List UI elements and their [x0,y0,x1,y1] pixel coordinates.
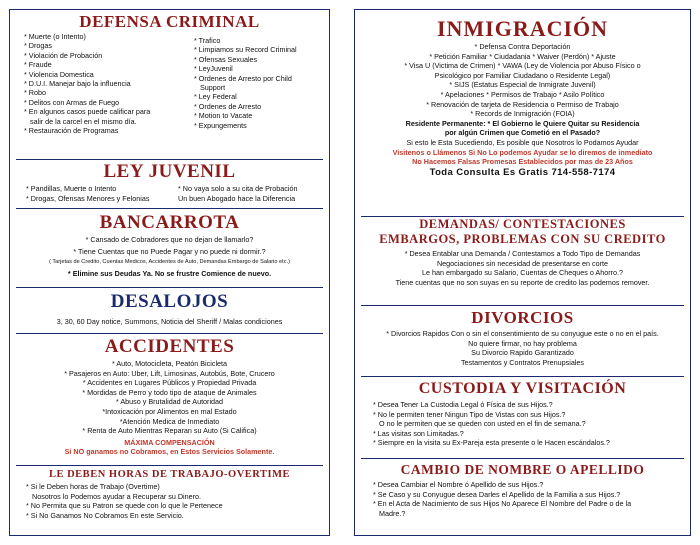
custodia-title: CUSTODIA Y VISITACIÓN [418,380,627,397]
defensa-item: * Expungements [194,120,247,130]
juvenil-item: * No vaya solo a su cita de Probación [178,184,298,193]
defensa-list-left [24,32,150,135]
section-divorcios [355,307,690,375]
demandas-list [355,249,690,287]
juvenil-title: LEY JUVENIL [103,161,236,182]
section-accidentes [10,335,329,465]
defensa-title: DEFENSA CRIMINAL [79,12,260,31]
accidentes-item: * Accidentes en Lugares Públicos y Propiedad Privada [82,378,257,388]
inmigracion-item: Si esto le Esta Sucediendo, Es posible que Nosotros lo Podamos Ayudar [406,137,639,147]
section-cambio-nombre [355,460,690,534]
inmigracion-item: * Apelaciones * Permisos de Trabajo * Asilo Político [440,89,605,99]
custodia-item: * Las visitas son Limitadas.? [373,428,464,438]
custodia-item: * Desea Tener La Custodia Legal ó Física de sus Hijos.? [373,400,553,409]
defensa-item: * Motion to Vacate [194,111,253,121]
defensa-item: * D.U.I. Manejar bajo la influencia [24,79,131,89]
divorcios-item: * Divorcios Rapidos Con o sin el consentimiento de su conyugue este o no en el país. [386,329,659,338]
overtime-list [10,482,329,520]
defensa-item: Support [200,83,226,93]
bancarrota-line: * Cansado de Cobradores que no dejan de llamarlo? [85,235,254,244]
defensa-item: * Delitos con Armas de Fuego [24,97,120,107]
custodia-item: * No le permiten tener Ningun Tipo de Vistas con sus Hijos.? [373,409,566,419]
inmigracion-item: * Visa U (Victima de Crimen) * VAWA (Ley de Violencia por Abuso Físico o [404,61,641,71]
accidentes-item: *Atención Medica de Inmediato [119,416,220,426]
desalojos-line: 3, 30, 60 Day notice, Summons, Noticia del Sheriff / Malas condiciones [56,317,283,326]
section-ley-juvenil [10,160,329,210]
bancarrota-title: BANCARROTA [99,212,240,233]
nombre-item: * Desea Cambiar el Nombre ó Apellido de sus Hijos.? [373,480,544,489]
accidentes-item: *Intoxicación por Alimentos en mal Estado [102,406,237,416]
compensacion-title: MÁXIMA COMPENSACIÓN [124,437,215,447]
defensa-item: * Restauración de Programas [24,126,119,136]
defensa-item: * Robo [24,88,46,98]
compensacion-text: Si NO ganamos no Cobramos, en Estos Servicios Solamente. [64,447,275,457]
overtime-item: Nosotros lo Podemos ayudar a Recuperar su Dinero. [32,491,201,501]
defensa-item: * Ofensas Sexuales [194,54,258,64]
overtime-title: LE DEBEN HORAS DE TRABAJO-OVERTIME [48,469,291,480]
nombre-item: Madre.? [379,508,406,518]
overtime-item: * No Permita que su Patron se quede con lo que le Pertenece [26,501,223,511]
juvenil-item: * Pandillas, Muerte o Intento [26,184,117,193]
juvenil-item: * Drogas, Ofensas Menores y Felonias [26,194,150,203]
inmigracion-item: por algún Crimen que Cometió en el Pasado? [444,128,601,138]
inmigracion-item: Psicológico por Familiar Ciudadano o Residente Legal) [434,70,611,80]
accidentes-item: * Mordidas de Perro y todo tipo de ataque de Animales [82,387,257,397]
defensa-item: * Ordenes de Arresto por Child [194,73,292,83]
defensa-list-right [194,36,297,130]
defensa-item: * Drogas [24,41,52,51]
defensa-item: * Violación de Probación [24,50,103,60]
custodia-item: O no le permiten que se queden con usted en el fin de semana.? [379,419,586,429]
inmigracion-item: * Records de Inmigración (FOIA) [470,109,575,119]
divider [16,465,323,466]
inmigracion-title: INMIGRACIÓN [436,16,609,41]
inmigracion-list [355,42,690,148]
divider [361,305,684,306]
inmigracion-item: * SIJS (Estatus Especial de Inmigrate Juvenil) [449,80,596,90]
bancarrota-line: * Elimine sus Deudas Ya. No se frustre Comience de nuevo. [67,268,272,278]
divider [361,376,684,377]
divorcios-item: Testamentos y Contratos Prenupsiales [460,357,585,367]
left-flyer-panel [9,9,330,536]
custodia-item: * Siempre en la visita su Ex-Pareja esta presente o le Hacen escándalos.? [373,438,610,448]
divider [16,287,323,288]
nombre-title: CAMBIO DE NOMBRE O APELLIDO [400,462,645,477]
nombre-list [355,480,690,518]
demandas-title: DEMANDAS/ CONTESTACIONES [419,217,626,231]
consulta-gratis: Toda Consulta Es Gratis 714-558-7174 [429,166,616,178]
inmigracion-item: * Petición Familiar * Ciudadania * Waiver (Perdón) * Ajuste [429,51,616,61]
defensa-item: * Ordenes de Arresto [194,101,262,111]
embargos-title: EMBARGOS, PROBLEMAS CON SU CREDITO [379,232,666,246]
defensa-item: * Fraude [24,60,52,70]
section-inmigracion [355,16,690,216]
inmigracion-item: * Defensa Contra Deportación [474,42,571,51]
custodia-list [355,400,690,448]
defensa-item: * En algunos casos puede calificar para [24,107,151,117]
overtime-item: * Si No Ganamos No Cobramos En este Servicio. [26,510,184,520]
accidentes-item: * Abuso y Brutalidad de Autoridad [115,397,224,407]
bancarrota-line: * Tiene Cuentas que no Puede Pagar y no puede ni dormir.? [73,246,266,256]
accidentes-title: ACCIDENTES [104,336,235,357]
accidentes-item: * Auto, Motocicleta, Peatón Bicicleta [111,359,228,368]
defensa-item: * Ley Federal [194,92,237,102]
divorcios-item: No quiere firmar, no hay problema [468,338,577,348]
defensa-item: salir de la carcel en el mismo día. [30,116,137,126]
divider [361,458,684,459]
accidentes-item: * Pasajeros en Auto: Uber, Lift, Limosinas, Autobús, Bote, Crucero [64,368,275,378]
inmigracion-item: * Renovación de tarjeta de Residencia o Permiso de Trabajo [426,99,619,109]
section-overtime [10,467,329,533]
section-desalojos [10,289,329,333]
defensa-item: * LeyJuvenil [194,64,233,74]
section-bancarrota [10,210,329,286]
inmigracion-item: Residente Permanente: * El Gobierno le Quiere Quitar su Residencia [405,118,640,128]
defensa-item: * Muerte (o Intento) [24,32,86,41]
desalojos-title: DESALOJOS [110,291,229,312]
demandas-item: Le han embargado su Salario, Cuentas de Cheques o Ahorro.? [422,268,623,278]
demandas-item: * Desea Entablar una Demanda / Contestamos a Todo Tipo de Demandas [404,249,641,258]
bancarrota-line: ( Tarjetas de Credito, Cuentas Medicos, Accidentes de Auto, Demandas Embargo de Salario etc.) [49,259,290,266]
section-defensa-criminal [10,12,329,158]
inmigracion-warning: Visitenos o Llámenos Si No Lo podemos Ayudar se lo diremos de inmediato [392,147,653,157]
nombre-item: * Se Caso y su Conyugue desea Darles el Apellido de la Familia a sus Hijos.? [373,489,621,499]
nombre-item: * En el Acta de Nacimiento de sus Hijos No Aparece El Nombre del Padre o de la [373,499,632,509]
section-custodia [355,378,690,458]
demandas-item: Negociaciones sin necesidad de presentarse en corte [436,258,608,268]
divorcios-item: Su Divorcio Rapido Garantizado [471,348,574,358]
divorcios-title: DIVORCIOS [471,308,574,327]
defensa-item: * Limpiamos su Record Criminal [194,45,297,55]
right-flyer-panel [354,9,691,536]
divider [16,208,323,209]
accidentes-list [10,359,329,436]
demandas-item: Tiene cuentas que no son suyas en su reporte de credito las podemos remover. [395,277,650,287]
inmigracion-warning: No Hacemos Falsas Promesas Establecidos por mas de 23 Años [412,157,633,167]
section-demandas [355,217,690,303]
defensa-item: * Trafico [194,36,221,45]
overtime-item: * Si le Deben horas de Trabajo (Overtime) [26,482,160,491]
defensa-item: * Violencia Domestica [24,69,94,79]
divider [16,333,323,334]
juvenil-item: Un buen Abogado hace la Diferencia [178,194,296,203]
accidentes-item: * Renta de Auto Mientras Reparan su Auto (Si Califica) [82,426,257,436]
divorcios-list [355,329,690,367]
